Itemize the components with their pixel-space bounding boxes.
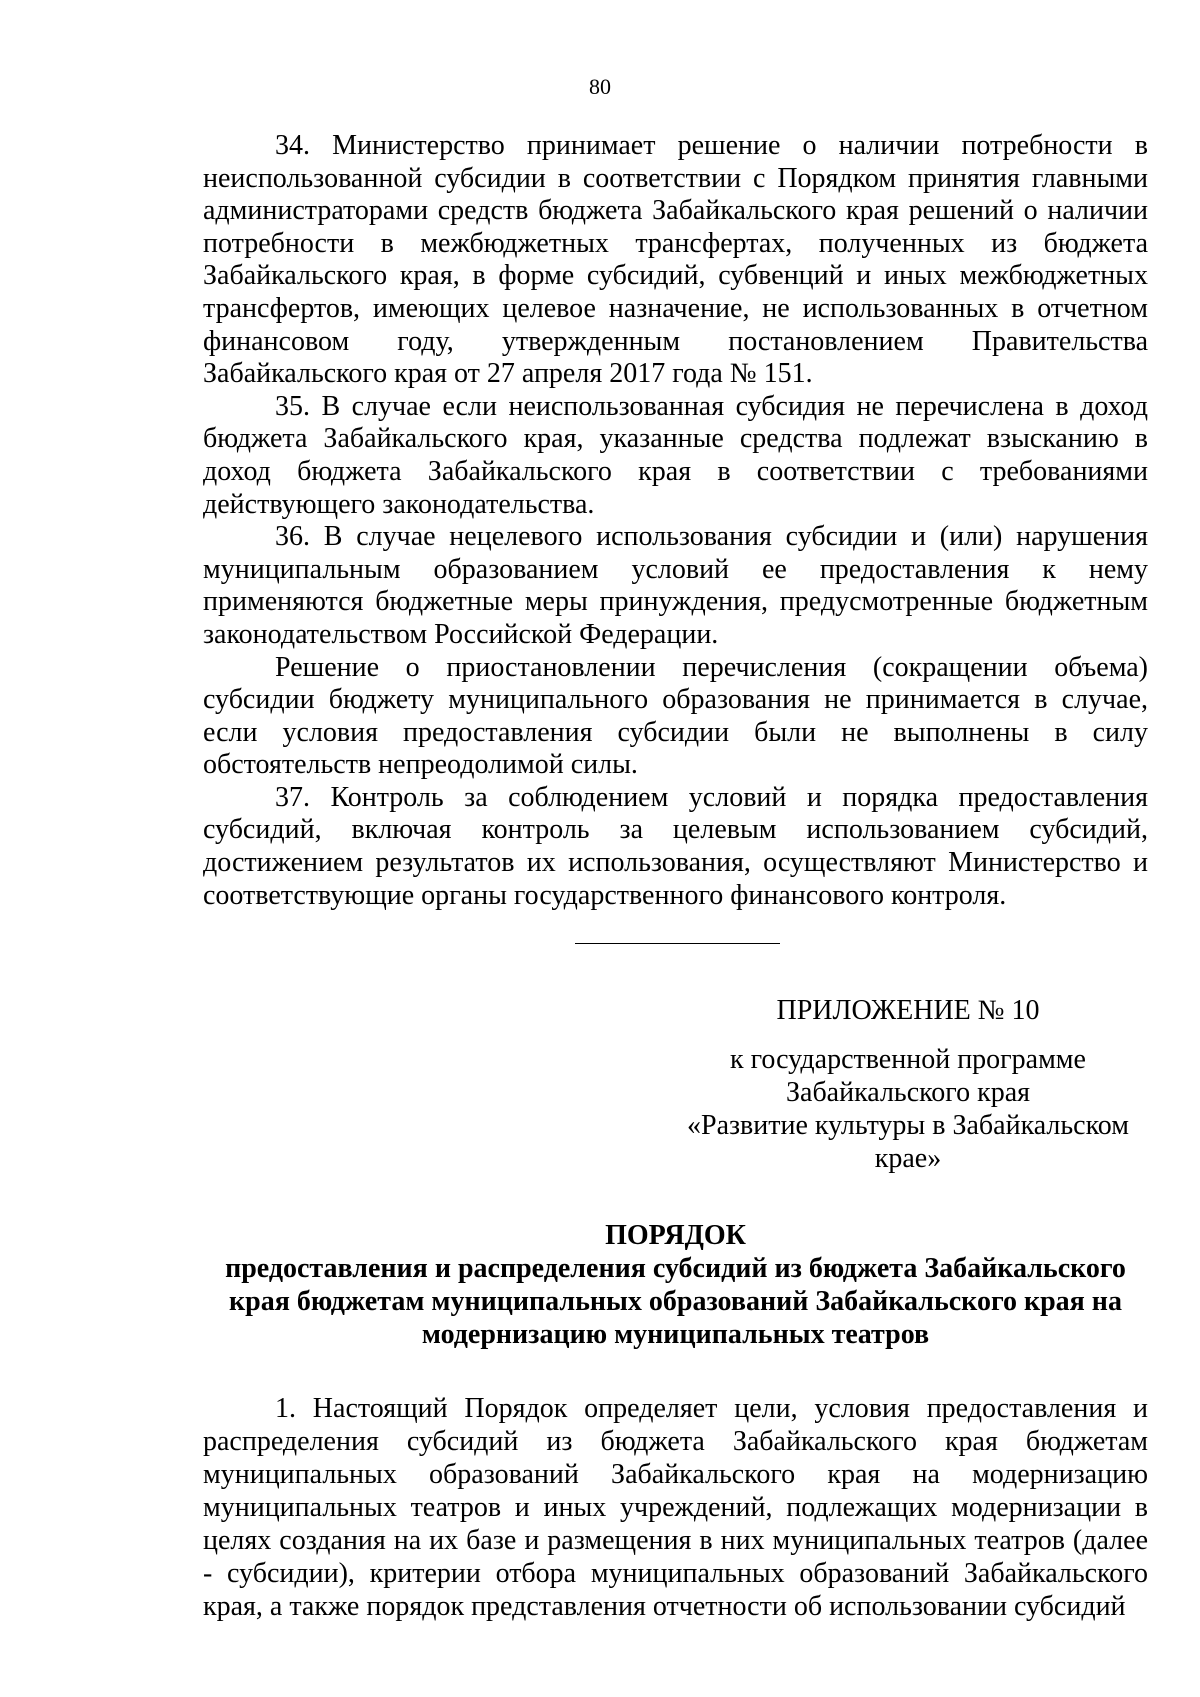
appendix-reference [668, 1043, 1148, 1175]
page-number: 80 [589, 74, 611, 99]
paragraph-34: 34. Министерство принимает решение о наличии потребности в неиспользованной субсидии в соответствии с Порядком принятия главными администраторами средств бюджета Забайкальского края решений о наличии потребности в межбюджетных трансфертах, полученных из бюджета Забайкальского края, в форме субсидий, субвенций и иных межбюджетных трансфертов, имеющих целевое назначение, не использованных в отчетном финансовом году, утвержденным постановлением Правительства Забайкальского края от 27 апреля 2017 года № 151. [203, 130, 1148, 390]
separator-line [575, 943, 780, 944]
document-subtitle [203, 1252, 1148, 1351]
paragraph-decision: Решение о приостановлении перечисления (сокращении объема) субсидии бюджету муниципального образования не принимается в случае, если условия предоставления субсидии были не выполнены в силу обстоятельств непреодолимой силы. [203, 651, 1148, 781]
paragraph-35: 35. В случае если неиспользованная субсидия не перечислена в доход бюджета Забайкальского края, указанные средства подлежат взысканию в доход бюджета Забайкальского края в соответствии с требованиями действующего законодательства. [203, 390, 1148, 520]
appendix-line: к государственной программе [730, 1044, 1086, 1075]
document-title-text: ПОРЯДОК [605, 1220, 746, 1251]
subtitle-line: модернизацию муниципальных театров [421, 1319, 930, 1350]
appendix-line: «Развитие культуры в Забайкальском [687, 1110, 1129, 1141]
order-text-block [203, 1392, 1148, 1623]
appendix-line: крае» [874, 1143, 942, 1174]
document-title [203, 1219, 1148, 1252]
appendix-title: ПРИЛОЖЕНИЕ № 10 [776, 995, 1040, 1026]
appendix-line: Забайкальского края [785, 1077, 1030, 1108]
subtitle-line: предоставления и распределения субсидий из бюджета Забайкальского [225, 1253, 1126, 1284]
paragraph-36: 36. В случае нецелевого использования субсидии и (или) нарушения муниципальным образованием условий ее предоставления к нему применяются бюджетные меры принуждения, предусмотренные бюджетным законодательством Российской Федерации. [203, 521, 1148, 650]
order-paragraph-1: 1. Настоящий Порядок определяет цели, условия предоставления и распределения субсидий из бюджета Забайкальского края бюджетам муниципальных образований Забайкальского края на модернизацию муниципальных театров и иных учреждений, подлежащих модернизации в целях создания на их базе и размещения в них муниципальных театров (далее - субсидии), критерии отбора муниципальных образований Забайкальского края, а также порядок представления отчетности об использовании субсидий [203, 1393, 1148, 1622]
subtitle-line: края бюджетам муниципальных образований Забайкальского края на [229, 1286, 1122, 1317]
main-text-block [203, 130, 1148, 912]
paragraph-37: 37. Контроль за соблюдением условий и порядка предоставления субсидий, включая контроль за целевым использованием субсидий, достижением результатов их использования, осуществляют Министерство и соответствующие органы государственного финансового контроля. [203, 781, 1148, 911]
